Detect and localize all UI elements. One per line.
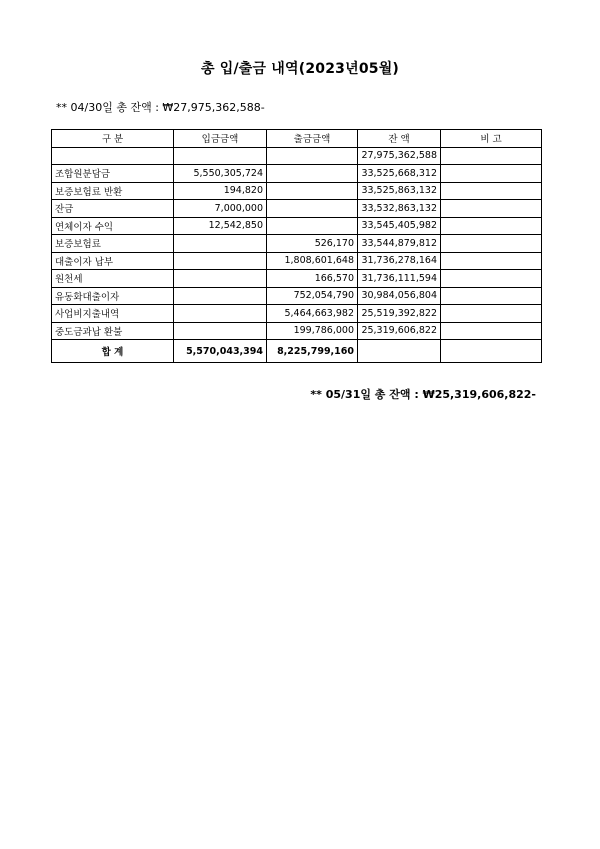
- row-withdrawal: 199,786,000: [267, 322, 358, 340]
- row-withdrawal: [267, 165, 358, 183]
- row-deposit: 7,000,000: [174, 200, 267, 218]
- row-category: 잔금: [52, 200, 174, 218]
- row-category: 연체이자 수익: [52, 217, 174, 235]
- page-title: 총 입/출금 내역(2023년05월): [200, 61, 400, 77]
- row-deposit: [174, 322, 267, 340]
- row-category: 조합원분담금: [52, 165, 174, 183]
- total-row: [52, 340, 542, 363]
- row-note: [441, 217, 542, 235]
- ledger-body: [52, 147, 542, 340]
- row-balance: 25,519,392,822: [358, 305, 441, 323]
- header-note: 비 고: [441, 130, 542, 148]
- row-balance: 33,525,863,132: [358, 182, 441, 200]
- row-category: 대출이자 납부: [52, 252, 174, 270]
- row-balance: 31,736,278,164: [358, 252, 441, 270]
- row-deposit: [174, 252, 267, 270]
- header-balance: 잔 액: [358, 130, 441, 148]
- total-label: 합 계: [52, 340, 174, 363]
- table-row: [52, 182, 542, 200]
- opening-balance: ** 04/30일 총 잔액 : ₩27,975,362,588-: [56, 101, 265, 114]
- row-deposit: [174, 305, 267, 323]
- row-category: 원천세: [52, 270, 174, 288]
- table-row: [52, 235, 542, 253]
- total-withdrawal: 8,225,799,160: [267, 340, 358, 363]
- row-category: 보증보험료 반환: [52, 182, 174, 200]
- row-withdrawal: 752,054,790: [267, 287, 358, 305]
- table-row: [52, 200, 542, 218]
- row-note: [441, 200, 542, 218]
- table-header-row: [52, 130, 542, 148]
- row-deposit: 12,542,850: [174, 217, 267, 235]
- table-row: [52, 147, 542, 165]
- table-row: [52, 217, 542, 235]
- row-deposit: 194,820: [174, 182, 267, 200]
- row-deposit: [174, 287, 267, 305]
- row-withdrawal: 1,808,601,648: [267, 252, 358, 270]
- table-row: [52, 322, 542, 340]
- row-withdrawal: [267, 200, 358, 218]
- row-deposit: [174, 147, 267, 165]
- row-withdrawal: 526,170: [267, 235, 358, 253]
- row-withdrawal: [267, 182, 358, 200]
- total-balance: [358, 340, 441, 363]
- header-category: 구 분: [52, 130, 174, 148]
- header-deposit: 입금금액: [174, 130, 267, 148]
- row-category: 유동화대출이자: [52, 287, 174, 305]
- ledger-table: [51, 129, 542, 363]
- table-row: [52, 305, 542, 323]
- row-category: 중도금과납 환불: [52, 322, 174, 340]
- table-row: [52, 270, 542, 288]
- closing-balance: ** 05/31일 총 잔액 : ₩25,319,606,822-: [310, 388, 536, 401]
- row-note: [441, 252, 542, 270]
- row-note: [441, 182, 542, 200]
- row-balance: 27,975,362,588: [358, 147, 441, 165]
- header-withdrawal: 출금금액: [267, 130, 358, 148]
- row-withdrawal: 5,464,663,982: [267, 305, 358, 323]
- row-category: [52, 147, 174, 165]
- row-note: [441, 147, 542, 165]
- row-note: [441, 287, 542, 305]
- row-deposit: 5,550,305,724: [174, 165, 267, 183]
- table-row: [52, 165, 542, 183]
- row-balance: 33,545,405,982: [358, 217, 441, 235]
- row-note: [441, 235, 542, 253]
- table-row: [52, 252, 542, 270]
- row-balance: 31,736,111,594: [358, 270, 441, 288]
- row-balance: 33,544,879,812: [358, 235, 441, 253]
- row-note: [441, 270, 542, 288]
- row-note: [441, 165, 542, 183]
- row-note: [441, 305, 542, 323]
- total-note: [441, 340, 542, 363]
- row-category: 보증보험료: [52, 235, 174, 253]
- row-category: 사업비지출내역: [52, 305, 174, 323]
- row-note: [441, 322, 542, 340]
- total-deposit: 5,570,043,394: [174, 340, 267, 363]
- table-row: [52, 287, 542, 305]
- row-balance: 33,525,668,312: [358, 165, 441, 183]
- row-deposit: [174, 270, 267, 288]
- row-deposit: [174, 235, 267, 253]
- row-withdrawal: [267, 217, 358, 235]
- row-balance: 25,319,606,822: [358, 322, 441, 340]
- row-withdrawal: 166,570: [267, 270, 358, 288]
- row-withdrawal: [267, 147, 358, 165]
- row-balance: 30,984,056,804: [358, 287, 441, 305]
- row-balance: 33,532,863,132: [358, 200, 441, 218]
